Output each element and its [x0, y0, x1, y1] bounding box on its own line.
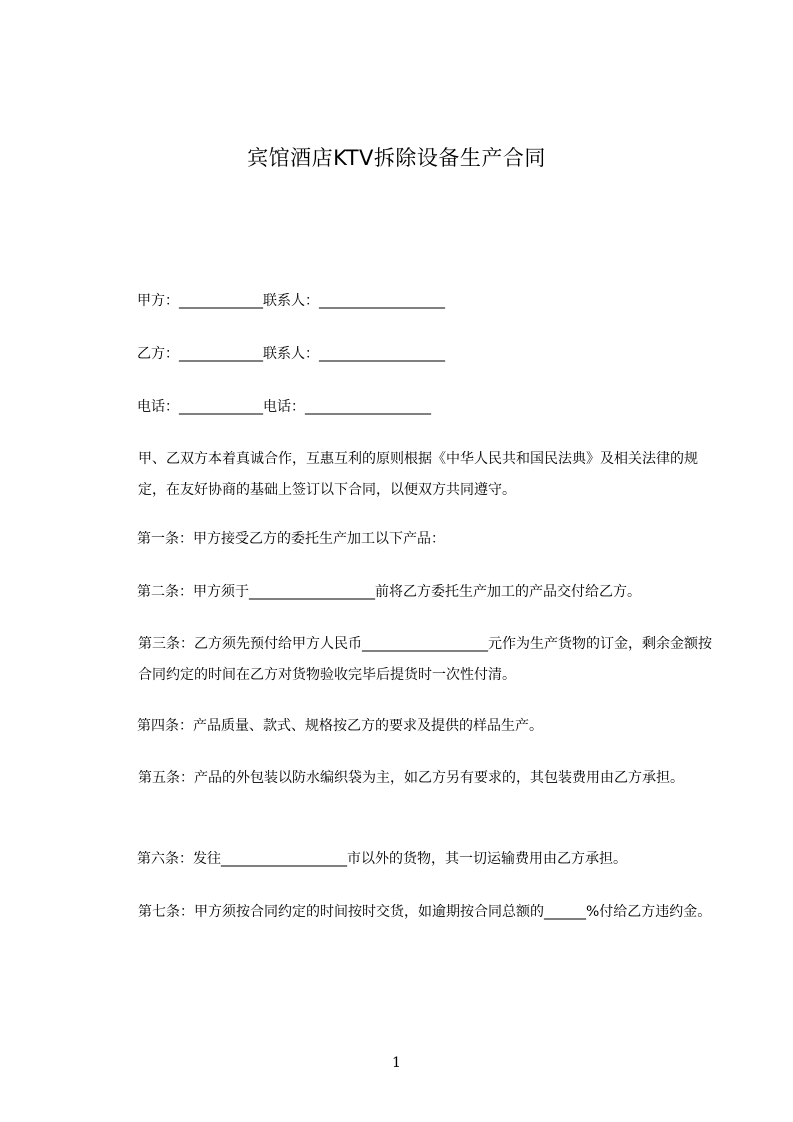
document-title: 宾馆酒店KTV拆除设备生产合同	[247, 146, 546, 170]
article-3: 第三条：乙方须先预付给甲方人民币__________________元作为生产货物的订金，剩余金额按合同约定的时间在乙方对货物验收完毕后提货时一次性付清。	[138, 636, 712, 683]
article-7: 第七条：甲方须按合同约定的时间按时交货，如逾期按合同总额的______%付给乙方违约金。	[138, 904, 712, 920]
intro-paragraph	[115, 444, 715, 506]
article-7-paragraph	[115, 897, 715, 928]
intro-text: 甲、乙双方本着真诚合作，互惠互利的原则根据《中华人民共和国民法典》及相关法律的规定，在友好协商的基础上签订以下合同，以便双方共同遵守。	[138, 451, 698, 498]
article-6: 第六条：发往__________________市以外的货物，其一切运输费用由乙方承担。	[137, 851, 627, 867]
article-5-paragraph	[115, 763, 715, 794]
phone-line: 电话：____________电话：__________________	[137, 399, 431, 415]
article-2: 第二条：甲方须于__________________前将乙方委托生产加工的产品交付给乙方。	[137, 584, 641, 600]
party-b-line: 乙方：____________联系人：__________________	[137, 346, 445, 362]
party-a-line: 甲方：____________联系人：__________________	[137, 293, 445, 309]
article-5: 第五条：产品的外包装以防水编织袋为主，如乙方另有要求的，其包装费用由乙方承担。	[138, 770, 684, 786]
article-1: 第一条：甲方接受乙方的委托生产加工以下产品：	[137, 531, 445, 547]
article-3-paragraph	[115, 629, 715, 691]
article-4: 第四条：产品质量、款式、规格按乙方的要求及提供的样品生产。	[137, 718, 543, 734]
page-number: 1	[392, 1055, 401, 1071]
